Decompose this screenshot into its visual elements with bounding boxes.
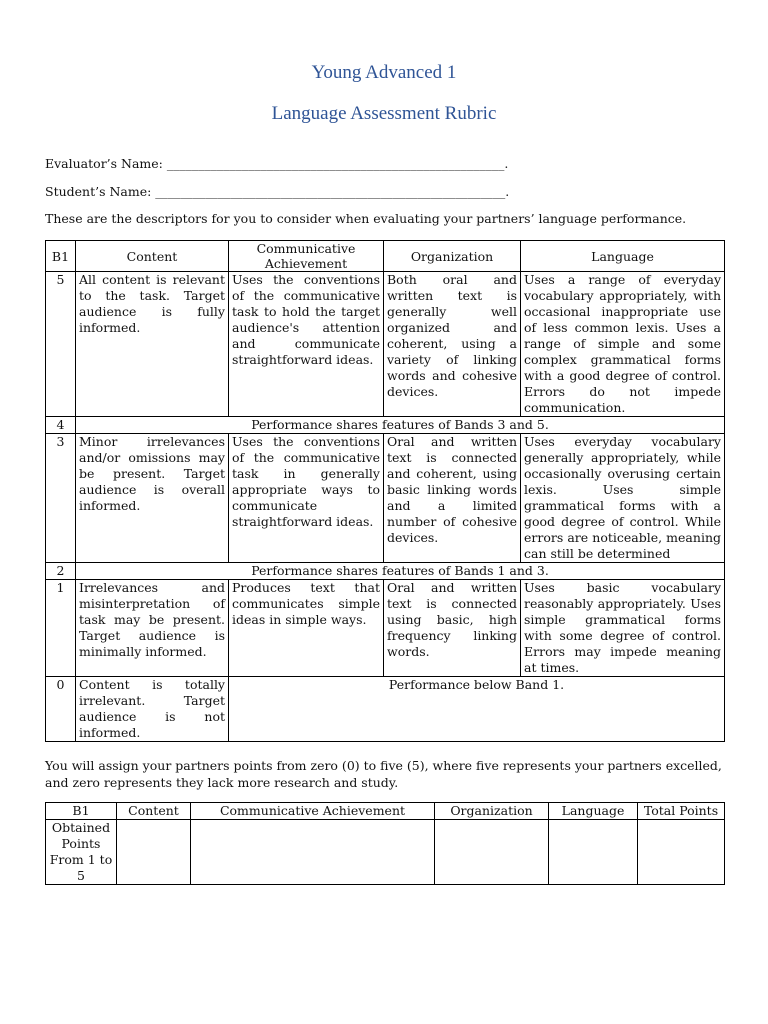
score-table <box>45 802 725 885</box>
band-0-below-text: Performance below Band 1. <box>229 677 725 742</box>
band-3-communicative: Uses the conventions of the communicative task in generally appropriate ways to communicate straightforward ideas. <box>229 434 384 563</box>
band-1-language: Uses basic vocabulary reasonably appropriately. Uses simple grammatical forms with some degree of control. Errors may impede meaning at times. <box>521 580 725 677</box>
rubric-row-band-4 <box>46 417 725 434</box>
score-header-organization: Organization <box>435 803 549 820</box>
band-3-content: Minor irrelevances and/or omissions may be present. Target audience is overall informed. <box>76 434 229 563</box>
band-number: 3 <box>46 434 76 563</box>
band-0-content: Content is totally irrelevant. Target audience is not informed. <box>76 677 229 742</box>
band-number: 2 <box>46 563 76 580</box>
band-5-communicative: Uses the conventions of the communicative task to hold the target audience's attention and communicate straightforward ideas. <box>229 272 384 417</box>
band-2-shared-text: Performance shares features of Bands 1 and 3. <box>76 563 725 580</box>
score-cell-content[interactable] <box>117 820 191 885</box>
score-row-label: Obtained Points From 1 to 5 <box>46 820 117 885</box>
student-name-line: Student’s Name: ________________________________________________________. <box>45 184 510 199</box>
score-header-communicative: Communicative Achievement <box>191 803 435 820</box>
band-number: 1 <box>46 580 76 677</box>
document-subtitle: Language Assessment Rubric <box>271 103 497 124</box>
rubric-header-content: Content <box>76 241 229 272</box>
rubric-row-band-2 <box>46 563 725 580</box>
band-5-content: All content is relevant to the task. Target audience is fully informed. <box>76 272 229 417</box>
intro-text: These are the descriptors for you to consider when evaluating your partners’ language performance. <box>45 211 687 226</box>
rubric-header-band: B1 <box>46 241 76 272</box>
band-3-organization: Oral and written text is connected and coherent, using basic linking words and a limited number of cohesive devices. <box>384 434 521 563</box>
band-5-organization: Both oral and written text is generally well organized and coherent, using a variety of linking words and cohesive devices. <box>384 272 521 417</box>
score-header-total: Total Points <box>638 803 725 820</box>
band-1-content: Irrelevances and misinterpretation of task may be present. Target audience is minimally informed. <box>76 580 229 677</box>
score-header-band: B1 <box>46 803 117 820</box>
band-number: 4 <box>46 417 76 434</box>
band-1-organization: Oral and written text is connected using basic, high frequency linking words. <box>384 580 521 677</box>
rubric-table <box>45 240 725 742</box>
band-1-communicative: Produces text that communicates simple ideas in simple ways. <box>229 580 384 677</box>
score-cell-communicative[interactable] <box>191 820 435 885</box>
score-header-language: Language <box>549 803 638 820</box>
rubric-header-row <box>46 241 725 272</box>
rubric-row-band-0 <box>46 677 725 742</box>
rubric-row-band-1 <box>46 580 725 677</box>
score-row <box>46 820 725 885</box>
band-4-shared-text: Performance shares features of Bands 3 and 5. <box>76 417 725 434</box>
band-number: 5 <box>46 272 76 417</box>
document-title: Young Advanced 1 <box>311 62 457 83</box>
rubric-row-band-5 <box>46 272 725 417</box>
band-3-language: Uses everyday vocabulary generally appropriately, while occasionally overusing certain lexis. Uses simple grammatical forms with a good degree of control. While errors are noticeable, meaning can still be determined <box>521 434 725 563</box>
band-5-language: Uses a range of everyday vocabulary appropriately, with occasional inappropriate use of less common lexis. Uses a range of simple and some complex grammatical forms with a good degree of control. Errors do not impede communication. <box>521 272 725 417</box>
score-header-row <box>46 803 725 820</box>
score-cell-organization[interactable] <box>435 820 549 885</box>
scoring-instructions: You will assign your partners points from zero (0) to five (5), where five represents your partners excelled, and zero represents they lack more research and study. <box>45 758 722 790</box>
rubric-header-organization: Organization <box>384 241 521 272</box>
evaluator-name-line: Evaluator’s Name: ______________________________________________________. <box>45 156 509 171</box>
score-cell-total[interactable] <box>638 820 725 885</box>
rubric-row-band-3 <box>46 434 725 563</box>
score-cell-language[interactable] <box>549 820 638 885</box>
rubric-header-communicative: Communicative Achievement <box>229 241 384 272</box>
band-number: 0 <box>46 677 76 742</box>
rubric-header-language: Language <box>521 241 725 272</box>
score-header-content: Content <box>117 803 191 820</box>
